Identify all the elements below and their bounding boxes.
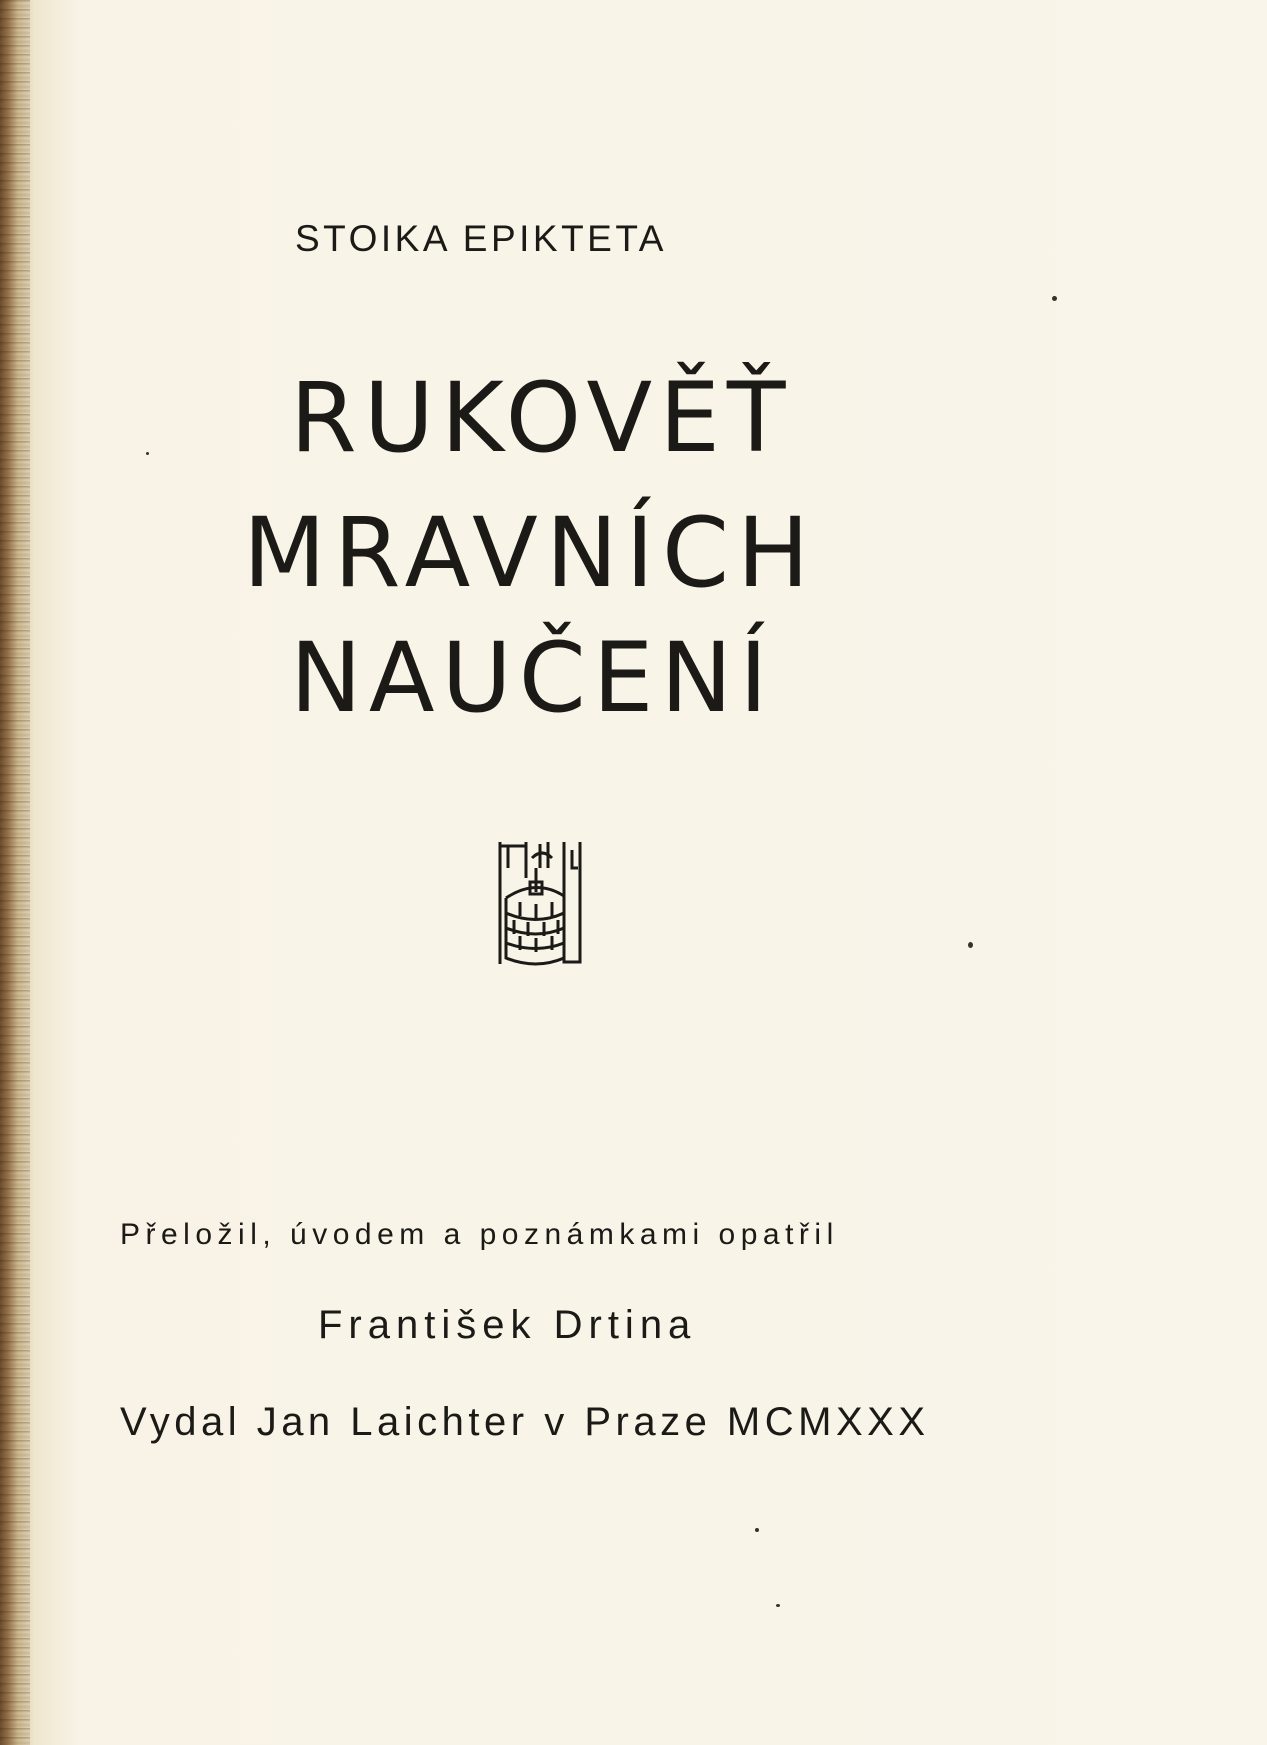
paper-speck [968, 942, 973, 948]
publisher-imprint: Vydal Jan Laichter v Praze MCMXXX [120, 1400, 930, 1444]
paper-speck [1052, 296, 1057, 301]
well-emblem-icon [496, 838, 586, 968]
translator-name: František Drtina [318, 1303, 697, 1347]
translator-credit: Přeložil, úvodem a poznámkami opatřil [120, 1218, 839, 1251]
author-line: STOIKA EPIKTETA [295, 218, 667, 259]
page-edge-shadow [0, 0, 30, 1745]
paper-speck [776, 1604, 780, 1607]
paper-speck [146, 452, 149, 455]
title-line-2: MRAVNÍCH [243, 497, 818, 609]
title-line-1: RUKOVĚŤ [290, 362, 793, 474]
title-line-3: NAUČENÍ [290, 622, 775, 734]
paper-speck [755, 1528, 759, 1532]
